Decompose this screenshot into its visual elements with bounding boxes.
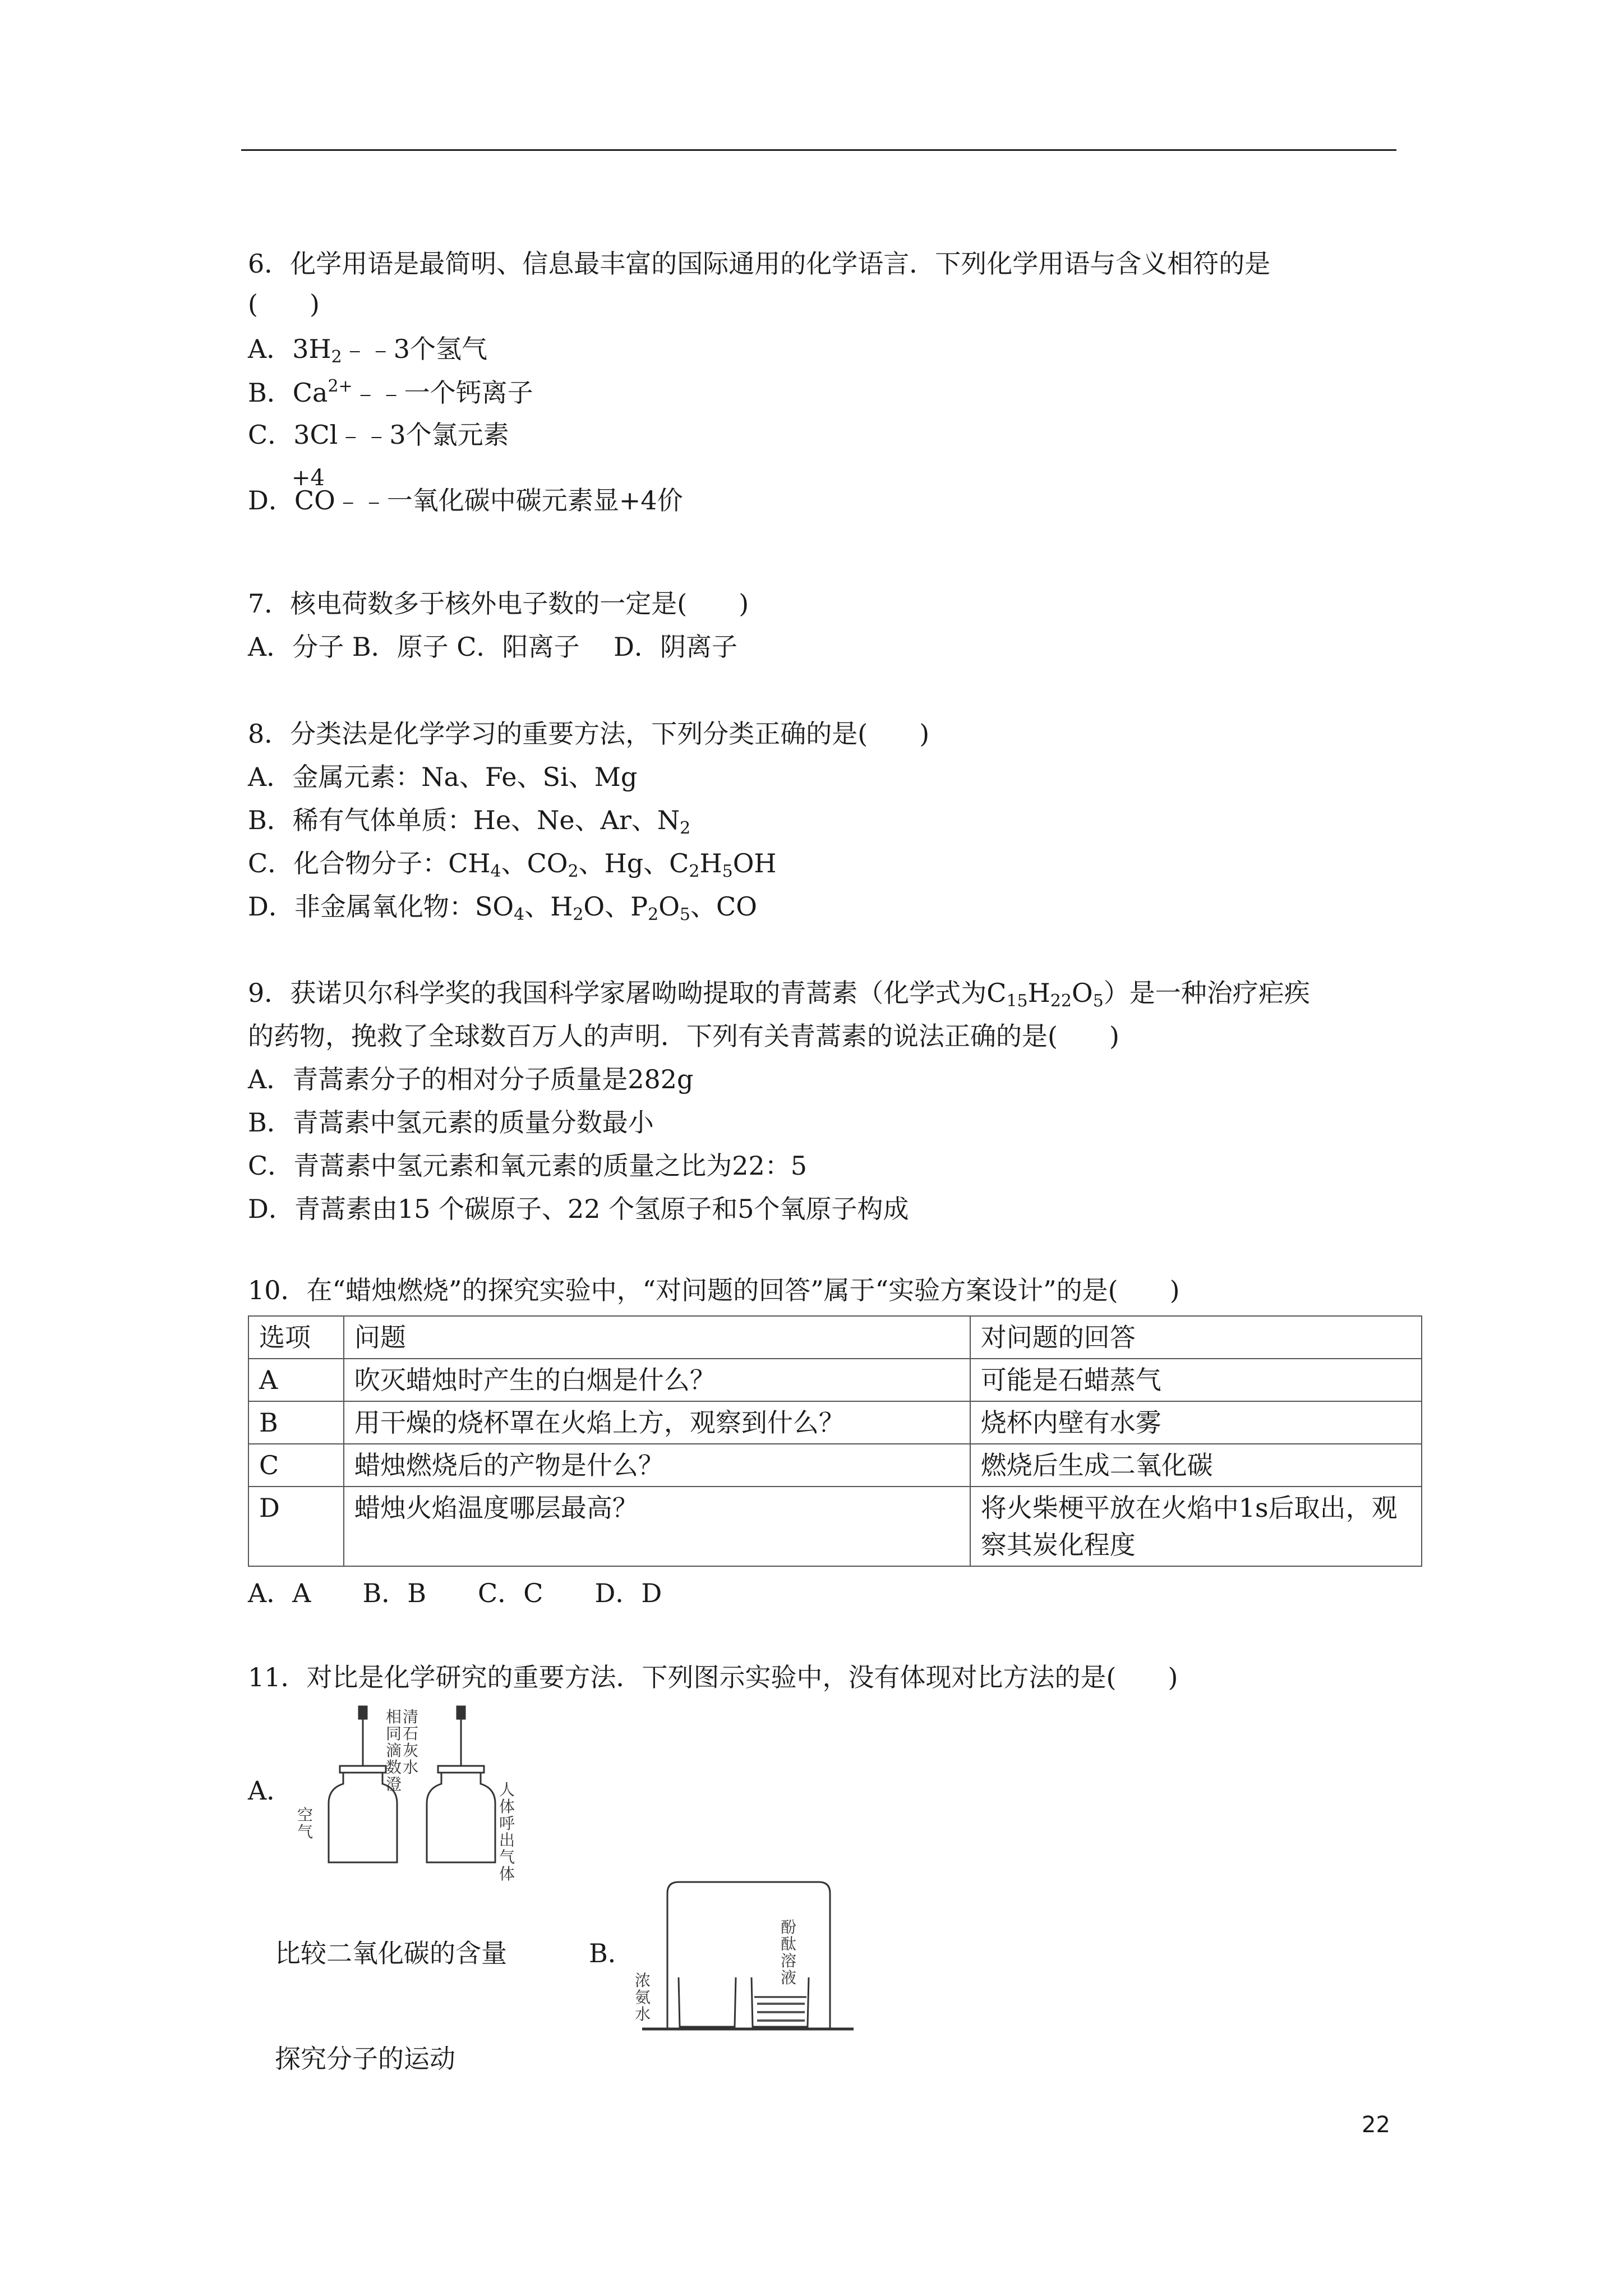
q9-s1: 15 (1006, 991, 1028, 1011)
q6-b-text2: ﹣﹣一个钙离子 (352, 378, 533, 408)
q6-d-text2: O﹣﹣一氧化碳中碳元素显+4价 (314, 485, 683, 516)
table-cell: C (248, 1444, 344, 1487)
q8-c-t2: 、CO (501, 848, 568, 878)
q9-stem-line1 (248, 976, 1310, 1010)
q6-b-text: B．Ca (248, 378, 328, 408)
q11-option-b-label[interactable]: B． (589, 1938, 634, 1968)
table-cell: 吹灭蜡烛时产生的白烟是什么？ (344, 1359, 970, 1401)
q11-figure-a (292, 1700, 527, 1883)
q6-a-text: A．3H (248, 334, 331, 364)
q8-d-s2: 2 (573, 905, 584, 924)
right-bottle (427, 1773, 495, 1862)
q6-b-sup: 2+ (328, 376, 353, 396)
table-row (248, 1401, 1422, 1444)
q9-t1: 9．获诺贝尔科学奖的我国科学家屠呦呦提取的青蒿素（化学式为C (248, 978, 1007, 1008)
q11-stem: 11．对比是化学研究的重要方法．下列图示实验中，没有体现对比方法的是( ) (248, 1662, 1178, 1692)
q9-option-b[interactable]: B．青蒿素中氢元素的质量分数最小 (248, 1107, 654, 1138)
q8-c-t3: 、Hg、C (578, 848, 689, 878)
q10-options[interactable]: A．A B．B C．C D．D (248, 1578, 662, 1608)
q8-d-s4: 5 (679, 905, 690, 924)
right-stopper (438, 1766, 484, 1773)
q8-d-s1: 4 (514, 905, 525, 924)
q6-d-valence: +4 (292, 465, 325, 491)
table-cell: B (248, 1401, 344, 1444)
table-cell: A (248, 1359, 344, 1401)
q6-d-carbon: C (294, 485, 315, 516)
table-row (248, 1359, 1422, 1401)
left-beaker (679, 1977, 736, 2027)
q6-stem-line2: ( ) (248, 289, 320, 319)
q8-d-t3: O、P (583, 891, 648, 922)
q6-d-text: D． (248, 485, 294, 516)
q8-d-s3: 2 (648, 905, 659, 924)
q8-c-s2: 2 (568, 862, 579, 881)
q8-stem: 8．分类法是化学学习的重要方法，下列分类正确的是( ) (248, 719, 930, 749)
table-header-row (248, 1316, 1422, 1359)
right-dropper-bulb (457, 1706, 465, 1719)
bell-jar (667, 1882, 830, 2028)
q6-a-text2: ﹣﹣3个氢气 (342, 334, 487, 364)
q9-t2: ）是一种治疗疟疾 (1103, 978, 1310, 1008)
q8-c-s1: 4 (490, 862, 501, 881)
q6-option-c[interactable]: C．3Cl﹣﹣3个氯元素 (248, 420, 509, 450)
table-cell: D (248, 1487, 344, 1566)
left-stopper (340, 1766, 386, 1773)
dropper-label: 相同滴数澄清石灰水 (386, 1708, 419, 1793)
q9-option-c[interactable]: C．青蒿素中氢元素和氧元素的质量之比为22：5 (248, 1151, 807, 1181)
page-number: 22 (1362, 2112, 1390, 2138)
q8-d-t2: 、H (524, 891, 573, 922)
right-beaker (751, 1977, 809, 2027)
q11-option-a-label[interactable]: A． (248, 1775, 293, 1806)
table-cell: 蜡烛燃烧后的产物是什么？ (344, 1444, 970, 1487)
q7-stem: 7．核电荷数多于核外电子数的一定是( ) (248, 588, 749, 619)
q6-stem-line1: 6．化学用语是最简明、信息最丰富的国际通用的化学语言．下列化学用语与含义相符的是 (248, 249, 1271, 279)
q8-b-sub: 2 (680, 818, 691, 838)
right-beaker-label: 酚酞溶液 (781, 1918, 797, 1987)
q8-option-d[interactable] (248, 890, 757, 923)
table-header-cell: 选项 (248, 1316, 344, 1359)
q8-c-s3: 2 (689, 862, 700, 881)
q9-s3: 5 (1092, 991, 1104, 1011)
header-rule (241, 149, 1396, 151)
table-row (248, 1444, 1422, 1487)
q6-option-b[interactable] (248, 376, 533, 409)
table-cell: 烧杯内壁有水雾 (970, 1401, 1422, 1444)
q10-stem: 10．在“蜡烛燃烧”的探究实验中，“对问题的回答”属于“实验方案设计”的是( ) (248, 1275, 1180, 1305)
table-cell: 用干燥的烧杯罩在火焰上方，观察到什么？ (344, 1401, 970, 1444)
left-dropper-bulb (359, 1706, 367, 1719)
q8-d-t1: D．非金属氧化物：SO (248, 891, 514, 922)
q9-m2: O (1071, 978, 1093, 1008)
q10-table (248, 1315, 1422, 1567)
q8-d-t5: 、CO (690, 891, 757, 922)
q9-stem-line2: 的药物，挽救了全球数百万人的声明．下列有关青蒿素的说法正确的是( ) (248, 1021, 1119, 1051)
q8-option-a[interactable]: A．金属元素：Na、Fe、Si、Mg (248, 762, 638, 792)
table-cell: 将火柴梗平放在火焰中1s后取出，观察其炭化程度 (970, 1487, 1422, 1566)
q6-option-a[interactable] (248, 332, 487, 366)
q8-c-t4: H (699, 848, 722, 878)
q9-m1: H (1027, 978, 1050, 1008)
q11-figure-b (634, 1871, 858, 2039)
q8-option-c[interactable] (248, 846, 777, 880)
q8-d-t4: O (658, 891, 680, 922)
q6-option-d[interactable] (248, 484, 683, 517)
q11-caption-a: 比较二氧化碳的含量 (275, 1938, 507, 1968)
table-row (248, 1487, 1422, 1566)
table-header-cell: 对问题的回答 (970, 1316, 1422, 1359)
table-header-cell: 问题 (344, 1316, 970, 1359)
q9-option-d[interactable]: D．青蒿素由15 个碳原子、22 个氢原子和5个氧原子构成 (248, 1194, 909, 1224)
right-bottle-label: 人体呼出气体 (499, 1780, 515, 1883)
table-cell: 燃烧后生成二氧化碳 (970, 1444, 1422, 1487)
q6-a-sub: 2 (331, 347, 342, 367)
table-cell: 蜡烛火焰温度哪层最高？ (344, 1487, 970, 1566)
left-bottle-label: 空气 (297, 1806, 313, 1841)
q8-option-b[interactable] (248, 803, 690, 837)
q11-caption-b: 探究分子的运动 (275, 2044, 455, 2074)
q8-c-t5: OH (732, 848, 777, 878)
q9-s2: 22 (1050, 991, 1072, 1011)
q9-option-a[interactable]: A．青蒿素分子的相对分子质量是282g (248, 1064, 694, 1094)
q7-options[interactable]: A．分子 B．原子 C．阳离子 D．阴离子 (248, 632, 737, 662)
q8-c-t1: C．化合物分子：CH (248, 848, 491, 878)
left-beaker-label: 浓氨水 (635, 1971, 651, 2023)
table-cell: 可能是石蜡蒸气 (970, 1359, 1422, 1401)
q8-b-text: B．稀有气体单质：He、Ne、Ar、N (248, 805, 680, 835)
q8-c-s4: 5 (722, 862, 733, 881)
